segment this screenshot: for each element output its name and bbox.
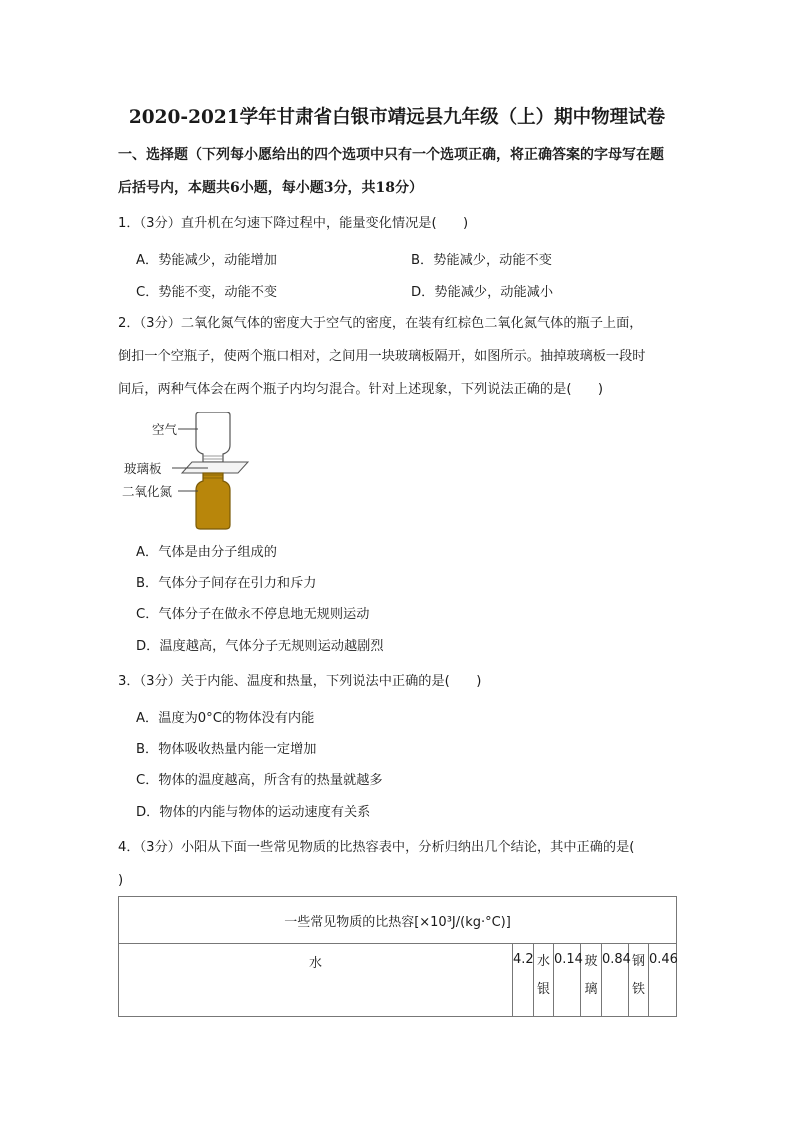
q3-option-a: A．温度为0°C的物体没有内能 [136, 711, 315, 726]
table-cell-mercury: 水银 [534, 944, 554, 1017]
air-bottle [196, 412, 230, 462]
q1-option-b: B．势能减少，动能不变 [411, 253, 552, 268]
q3-stem: 3．（3分）关于内能、温度和热量，下列说法中正确的是( ) [118, 674, 482, 689]
table-cell-steel: 钢铁 [629, 944, 649, 1017]
label-glass-plate: 玻璃板 [124, 461, 162, 476]
label-air: 空气 [152, 422, 178, 437]
table-row [119, 944, 677, 1017]
q2-option-d: D．温度越高，气体分子无规则运动越剧烈 [136, 639, 384, 654]
q1-option-a: A．势能减少，动能增加 [136, 253, 277, 268]
table-cell-glass: 玻璃 [581, 944, 602, 1017]
q2-stem-line1: 2．（3分）二氧化氮气体的密度大于空气的密度，在装有红棕色二氧化氮气体的瓶子上面， [118, 316, 643, 331]
specific-heat-table [118, 896, 677, 1017]
table-header: 一些常见物质的比热容[×10³J/(kg·°C)] [119, 897, 677, 944]
q2-option-a: A．气体是由分子组成的 [136, 545, 277, 560]
q2-option-c: C．气体分子在做永不停息地无规则运动 [136, 607, 370, 622]
q1-stem: 1．（3分）直升机在匀速下降过程中，能量变化情况是( ) [118, 216, 469, 231]
table-cell-water-value: 4.2 [513, 944, 534, 1017]
q2-option-b: B．气体分子间存在引力和斥力 [136, 576, 317, 591]
table-cell-glass-value: 0.84 [602, 944, 629, 1017]
q2-stem-line3: 间后，两种气体会在两个瓶子内均匀混合。针对上述现象，下列说法正确的是( ) [118, 382, 604, 397]
q2-stem-line2: 倒扣一个空瓶子，使两个瓶口相对，之间用一块玻璃板隔开，如图所示。抽掉玻璃板一段时 [118, 349, 646, 364]
q4-stem-line2: ) [118, 873, 124, 888]
label-no2: 二氧化氮 [122, 484, 173, 499]
q1-option-c: C．势能不变，动能不变 [136, 285, 278, 300]
section-heading-line1: 一、选择题（下列每小愿给出的四个选项中只有一个选项正确，将正确答案的字母写在题 [118, 147, 664, 163]
q3-option-c: C．物体的温度越高，所含有的热量就越多 [136, 773, 383, 788]
table-cell-steel-value: 0.46 [649, 944, 677, 1017]
q1-option-d: D．势能减少，动能减小 [411, 285, 554, 300]
table-cell-mercury-value: 0.14 [554, 944, 581, 1017]
section-heading-line2: 后括号内，本题共6小题，每小题3分，共18分） [118, 180, 423, 196]
q3-option-b: B．物体吸收热量内能一定增加 [136, 742, 317, 757]
page-title: 2020-2021学年甘肃省白银市靖远县九年级（上）期中物理试卷 [128, 107, 666, 128]
glass-plate [182, 462, 248, 473]
section-heading [118, 139, 678, 205]
no2-bottle [196, 473, 230, 529]
q3-option-d: D．物体的内能与物体的运动速度有关系 [136, 805, 371, 820]
q4-stem-line1: 4．（3分）小阳从下面一些常见物质的比热容表中，分析归纳出几个结论，其中正确的是( [118, 840, 635, 855]
bottle-diagram [120, 412, 260, 532]
bottle-diffusion-figure [120, 412, 260, 532]
table-cell-water: 水 [119, 944, 513, 1017]
